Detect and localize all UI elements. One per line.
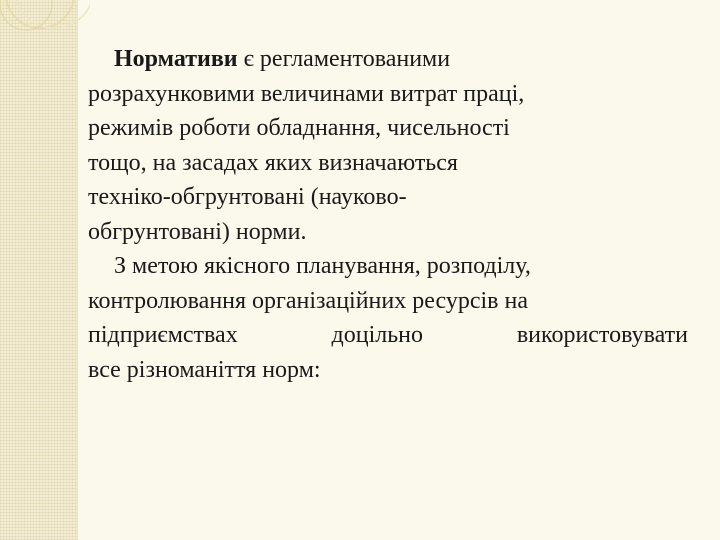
paragraph-line: обгрунтовані) норми. xyxy=(88,218,307,245)
paragraph-line: підприємствах доцільно використовувати xyxy=(88,322,688,348)
paragraph-line: З метою якісного планування, розподілу, xyxy=(114,253,531,279)
decorative-side-strip xyxy=(0,0,78,540)
paragraph-planning-purpose xyxy=(88,249,688,387)
paragraph-line: все різноманіття норм: xyxy=(88,356,321,383)
decorative-circles-icon xyxy=(0,0,90,72)
paragraph-line: режимів роботи обладнання, чисельності xyxy=(88,115,510,141)
slide-text-body xyxy=(88,42,688,387)
paragraph-norms-definition xyxy=(88,42,688,249)
paragraph-line: контролювання організаційних ресурсів на xyxy=(88,287,528,314)
paragraph-line-text: є регламентованими xyxy=(237,46,451,72)
term-bold: Нормативи xyxy=(114,46,238,72)
paragraph-line: тощо, на засадах яких визначаються xyxy=(88,149,458,176)
paragraph-line: розрахунковими величинами витрат праці, xyxy=(88,80,525,107)
paragraph-line xyxy=(88,42,688,77)
paragraph-line: техніко-обгрунтовані (науково- xyxy=(88,184,407,210)
